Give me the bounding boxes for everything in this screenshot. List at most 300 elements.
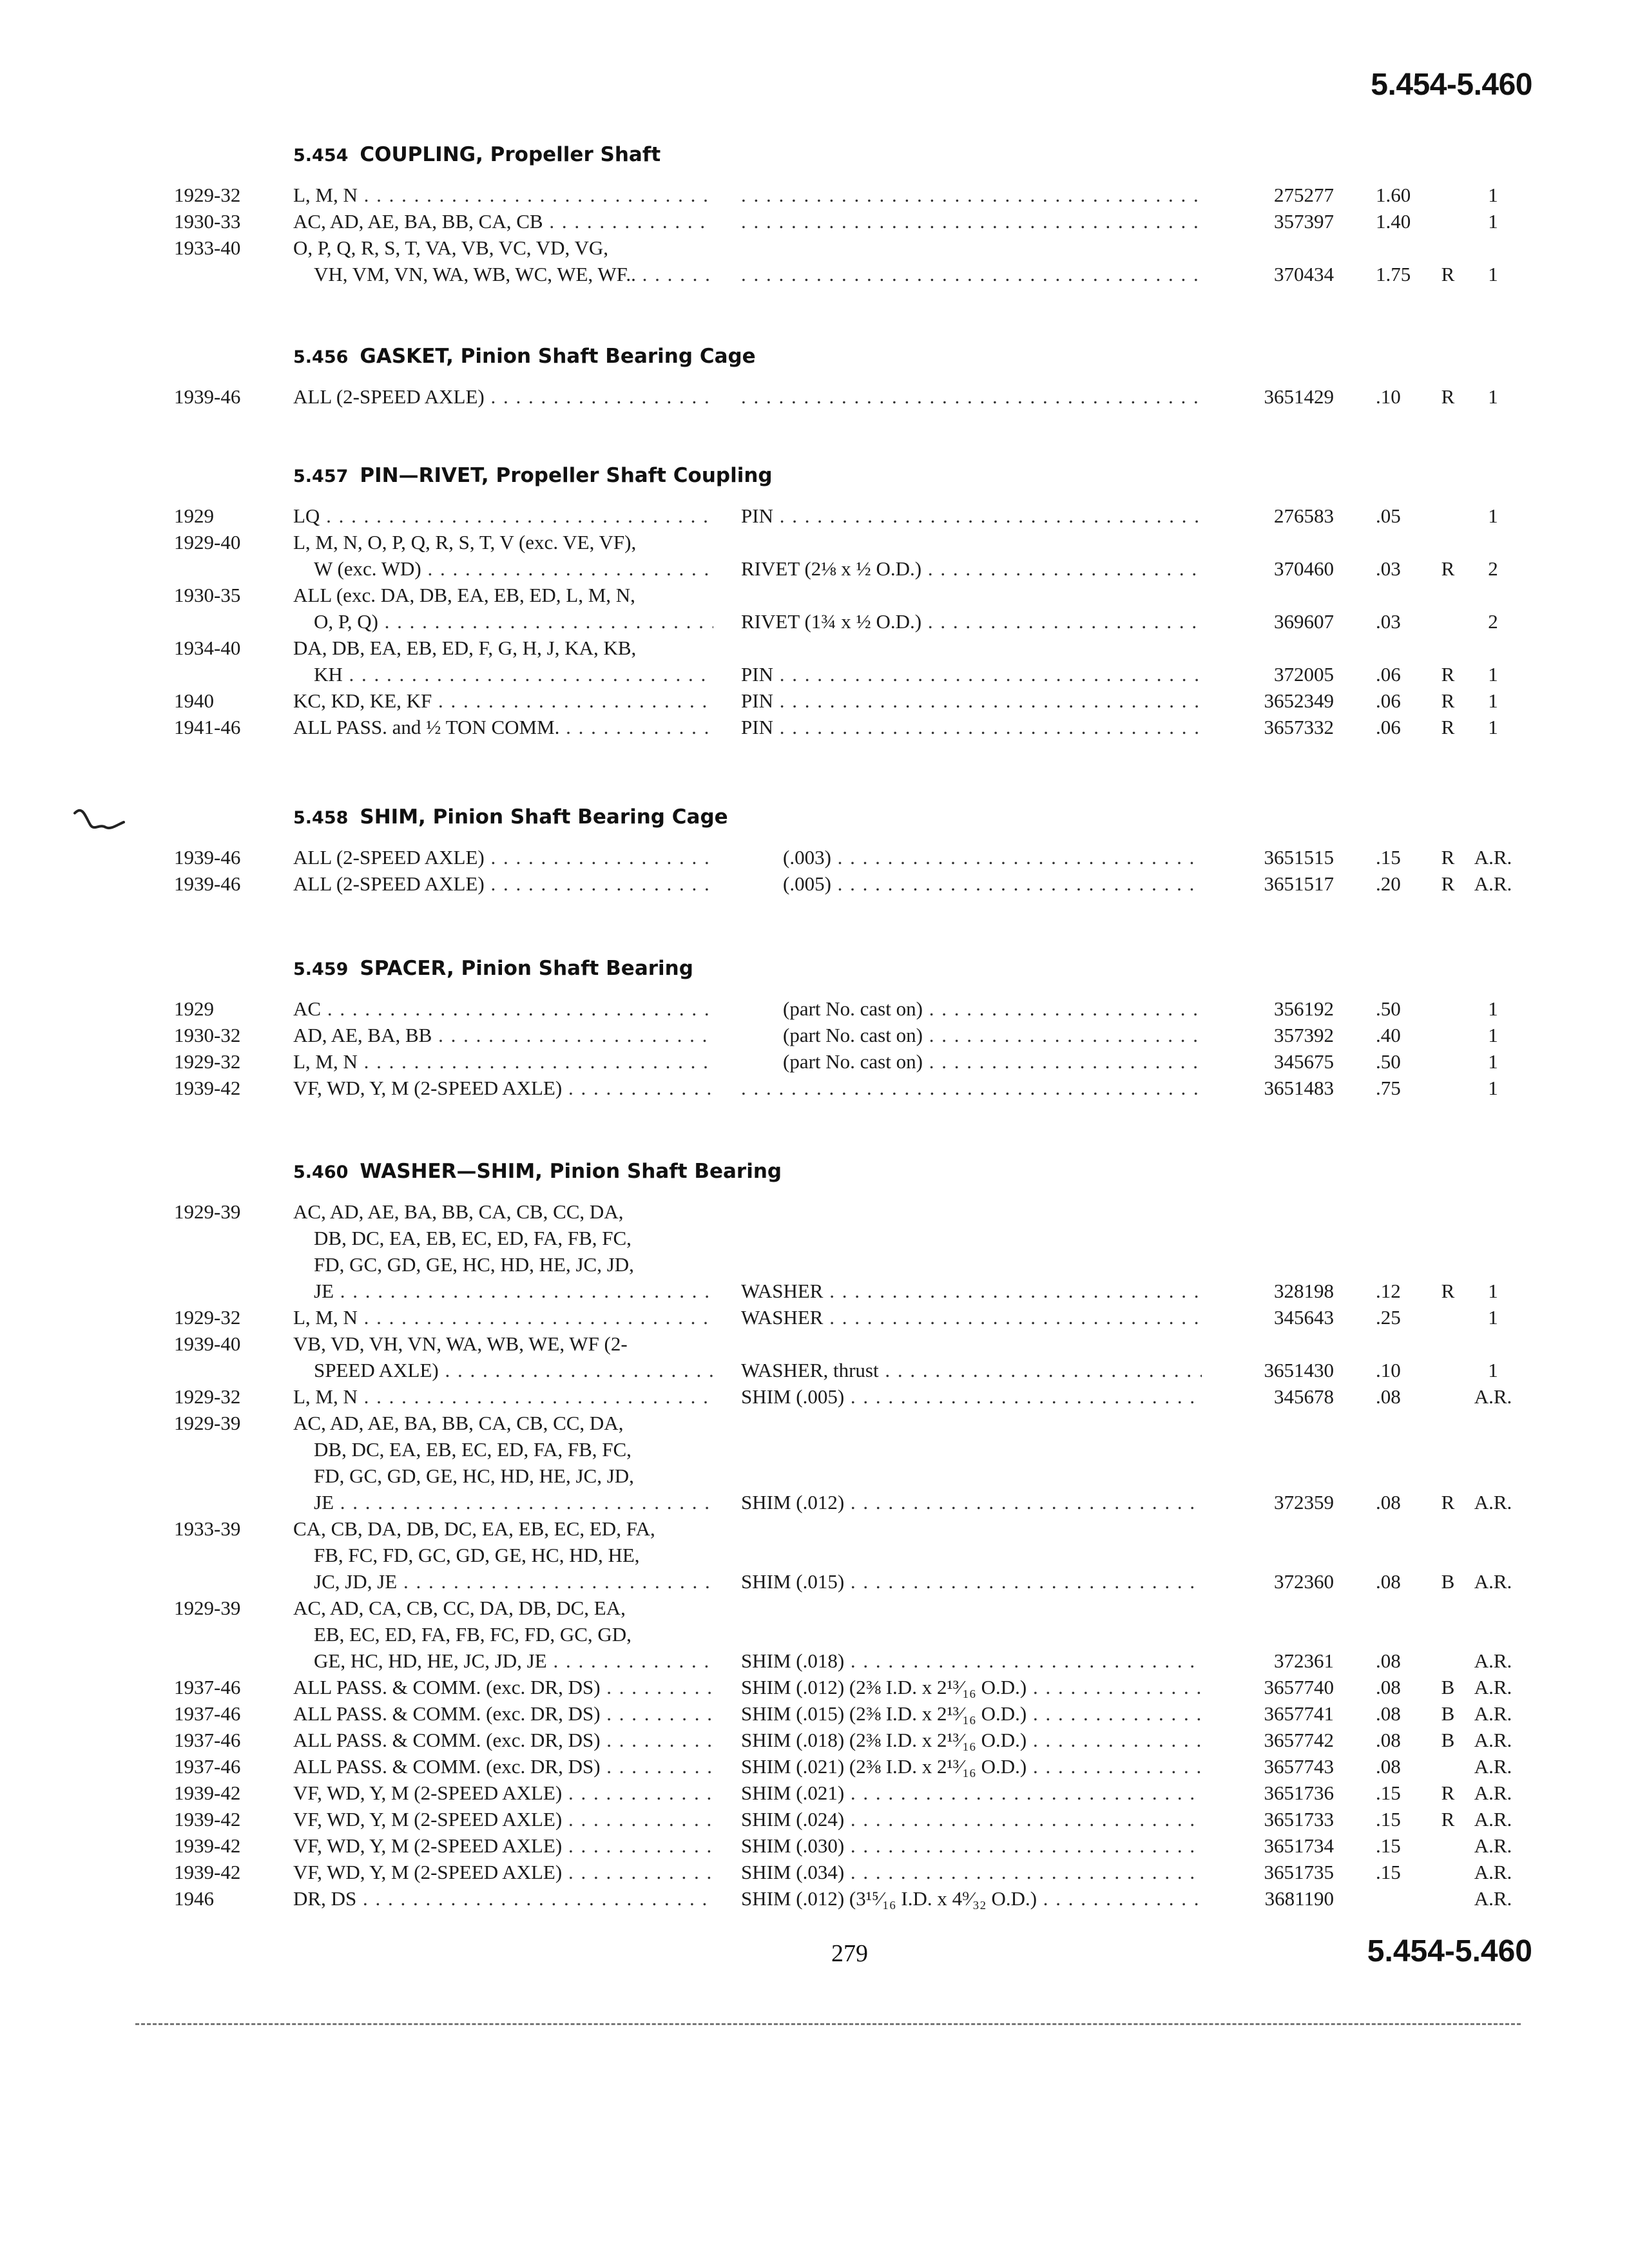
price-cell: .75 (1376, 1077, 1401, 1099)
year-cell: 1930-35 (174, 584, 241, 606)
model-line: JE . . . (293, 1278, 713, 1304)
part-number-cell: 3651515 (1264, 846, 1334, 869)
part-row (0, 582, 1629, 635)
year-cell: 1934-40 (174, 637, 241, 659)
page-number: 279 (831, 1940, 868, 1967)
part-row (0, 1832, 1629, 1859)
model-cell (293, 635, 713, 687)
remark-cell: R (1441, 689, 1455, 712)
model-line: LQ . . . (293, 503, 713, 529)
description-cell (741, 208, 1202, 235)
remark-cell: R (1441, 846, 1455, 869)
model-line: AC, AD, CA, CB, CC, DA, DB, DC, EA, (293, 1597, 626, 1619)
model-line: W (exc. WD) . . . (293, 555, 713, 582)
price-cell: .10 (1376, 385, 1401, 408)
model-line: L, M, N . . . (293, 1383, 713, 1410)
model-line: AD, AE, BA, BB . . . (293, 1022, 713, 1048)
part-number-cell: 357397 (1274, 210, 1334, 233)
model-cell (293, 1727, 713, 1753)
model-line: SPEED AXLE) . . . (293, 1357, 713, 1383)
part-number-cell: 345678 (1274, 1385, 1334, 1408)
section-name: GASKET, (360, 345, 454, 368)
part-number-cell: 369607 (1274, 610, 1334, 633)
price-cell: .06 (1376, 716, 1401, 738)
section-number: 5.456 (293, 347, 349, 367)
part-row (0, 1198, 1629, 1304)
section-name: SHIM, (360, 805, 426, 829)
part-row (0, 1806, 1629, 1832)
year-cell: 1929-32 (174, 1050, 241, 1073)
year-cell: 1939-42 (174, 1782, 241, 1804)
section-number: 5.458 (293, 808, 349, 828)
description-cell: SHIM (.012) (3¹⁵⁄₁₆ I.D. x 4⁹⁄₃₂ O.D.) . . . (741, 1885, 1202, 1912)
part-number-cell: 3651430 (1264, 1359, 1334, 1381)
description-cell: SHIM (.018) (2⅜ I.D. x 2¹³⁄₁₆ O.D.) . . . (741, 1727, 1202, 1753)
model-line: ALL PASS. & COMM. (exc. DR, DS) . . . (293, 1674, 713, 1700)
model-line: VH, VM, VN, WA, WB, WC, WE, WF.. . . . (293, 261, 713, 287)
year-cell: 1930-33 (174, 210, 241, 233)
model-line: O, P, Q, R, S, T, VA, VB, VC, VD, VG, (293, 236, 608, 259)
model-cell (293, 582, 713, 635)
part-number-cell: 3652349 (1264, 689, 1334, 712)
section-description: Pinion Shaft Bearing (461, 957, 693, 980)
year-cell: 1929 (174, 505, 214, 527)
price-cell: .06 (1376, 689, 1401, 712)
model-cell (293, 1753, 713, 1780)
section-title (293, 345, 756, 368)
section-number: 5.457 (293, 466, 349, 486)
part-number-cell: 3651733 (1264, 1808, 1334, 1831)
model-line: ALL (2-SPEED AXLE) . . . (293, 383, 713, 410)
description-cell: SHIM (.012) (2⅜ I.D. x 2¹³⁄₁₆ O.D.) . . . (741, 1674, 1202, 1700)
model-line: VB, VD, VH, VN, WA, WB, WE, WF (2- (293, 1332, 628, 1355)
section-title (293, 957, 693, 980)
quantity-cell: A.R. (1474, 1570, 1512, 1593)
section-title (293, 143, 660, 166)
year-cell: 1930-32 (174, 1024, 241, 1046)
model-line: EB, EC, ED, FA, FB, FC, FD, GC, GD, (314, 1623, 631, 1646)
model-cell (293, 1515, 713, 1595)
remark-cell: R (1441, 1491, 1455, 1514)
section-title (293, 1160, 782, 1183)
model-line: ALL PASS. & COMM. (exc. DR, DS) . . . (293, 1727, 713, 1753)
model-cell (293, 235, 713, 287)
section-rows (0, 995, 1629, 1101)
quantity-cell: 1 (1488, 1359, 1498, 1381)
page-header-code: 5.454-5.460 (1371, 68, 1532, 102)
year-cell: 1929 (174, 997, 214, 1020)
part-row (0, 1331, 1629, 1383)
part-row (0, 1780, 1629, 1806)
quantity-cell: A.R. (1474, 1676, 1512, 1698)
model-line: GE, HC, HD, HE, JC, JD, JE . . . (293, 1648, 713, 1674)
description-cell: (.003) . . . (783, 844, 1202, 870)
quantity-cell: A.R. (1474, 1782, 1512, 1804)
model-line: ALL (exc. DA, DB, EA, EB, ED, L, M, N, (293, 584, 635, 606)
price-cell: .08 (1376, 1729, 1401, 1751)
price-cell: 1.40 (1376, 210, 1411, 233)
year-cell: 1939-46 (174, 846, 241, 869)
section-rows (0, 503, 1629, 740)
year-cell: 1929-32 (174, 1385, 241, 1408)
description-cell: SHIM (.005) . . . (741, 1383, 1202, 1410)
part-row (0, 1674, 1629, 1700)
section-name: WASHER—SHIM, (360, 1160, 543, 1183)
quantity-cell: 1 (1488, 385, 1498, 408)
part-row (0, 844, 1629, 870)
model-line: AC, AD, AE, BA, BB, CA, CB . . . (293, 208, 713, 235)
model-cell (293, 1806, 713, 1832)
description-cell: SHIM (.021) (2⅜ I.D. x 2¹³⁄₁₆ O.D.) . . . (741, 1753, 1202, 1780)
part-row (0, 1727, 1629, 1753)
description-cell (741, 182, 1202, 208)
part-number-cell: 357392 (1274, 1024, 1334, 1046)
description-cell: PIN . . . (741, 714, 1202, 740)
year-cell: 1937-46 (174, 1676, 241, 1698)
description-cell: SHIM (.024) . . . (741, 1806, 1202, 1832)
model-line: L, M, N, O, P, Q, R, S, T, V (exc. VE, VF), (293, 531, 637, 553)
price-cell: .25 (1376, 1306, 1401, 1329)
model-cell (293, 1885, 713, 1912)
section-title (293, 464, 773, 487)
model-line: L, M, N . . . (293, 182, 713, 208)
part-row (0, 1383, 1629, 1410)
section-description: Pinion Shaft Bearing Cage (432, 805, 728, 829)
part-number-cell: 3657743 (1264, 1755, 1334, 1778)
description-cell: (part No. cast on) . . . (783, 995, 1202, 1022)
remark-cell: R (1441, 1808, 1455, 1831)
price-cell: 1.75 (1376, 263, 1411, 285)
model-line: DR, DS . . . (293, 1885, 713, 1912)
description-cell: (part No. cast on) . . . (783, 1048, 1202, 1075)
price-cell: .15 (1376, 1782, 1401, 1804)
part-row (0, 714, 1629, 740)
part-row (0, 1410, 1629, 1515)
year-cell: 1939-42 (174, 1834, 241, 1857)
part-number-cell: 345643 (1274, 1306, 1334, 1329)
price-cell: .15 (1376, 1834, 1401, 1857)
section-rows (0, 1198, 1629, 1912)
quantity-cell: A.R. (1474, 1887, 1512, 1910)
description-cell: WASHER . . . (741, 1278, 1202, 1304)
model-line: VF, WD, Y, M (2-SPEED AXLE) . . . (293, 1859, 713, 1885)
year-cell: 1937-46 (174, 1755, 241, 1778)
quantity-cell: 1 (1488, 263, 1498, 285)
remark-cell: B (1441, 1676, 1455, 1698)
part-row (0, 208, 1629, 235)
model-cell (293, 1780, 713, 1806)
model-line: DB, DC, EA, EB, EC, ED, FA, FB, FC, (314, 1438, 631, 1461)
part-number-cell: 372359 (1274, 1491, 1334, 1514)
part-row (0, 1022, 1629, 1048)
part-row (0, 1048, 1629, 1075)
model-line: FD, GC, GD, GE, HC, HD, HE, JC, JD, (314, 1253, 634, 1276)
price-cell: .05 (1376, 505, 1401, 527)
year-cell: 1933-39 (174, 1517, 241, 1540)
section-rows (0, 383, 1629, 410)
quantity-cell: 1 (1488, 689, 1498, 712)
quantity-cell: 1 (1488, 1077, 1498, 1099)
section-description: Propeller Shaft (490, 143, 661, 166)
part-row (0, 1859, 1629, 1885)
part-row (0, 529, 1629, 582)
model-line: VF, WD, Y, M (2-SPEED AXLE) . . . (293, 1780, 713, 1806)
model-line: JC, JD, JE . . . (293, 1568, 713, 1595)
price-cell: .15 (1376, 846, 1401, 869)
part-number-cell: 3651429 (1264, 385, 1334, 408)
quantity-cell: 1 (1488, 716, 1498, 738)
quantity-cell: 1 (1488, 184, 1498, 206)
price-cell: .06 (1376, 663, 1401, 686)
model-cell (293, 503, 713, 529)
model-cell (293, 208, 713, 235)
part-number-cell: 372361 (1274, 1649, 1334, 1672)
model-cell (293, 714, 713, 740)
model-cell (293, 1595, 713, 1674)
quantity-cell: 1 (1488, 1280, 1498, 1302)
part-number-cell: 3651517 (1264, 872, 1334, 895)
quantity-cell: A.R. (1474, 1729, 1512, 1751)
model-line: FB, FC, FD, GC, GD, GE, HC, HD, HE, (314, 1544, 640, 1566)
model-line: AC, AD, AE, BA, BB, CA, CB, CC, DA, (293, 1412, 624, 1434)
model-cell (293, 1859, 713, 1885)
part-number-cell: 356192 (1274, 997, 1334, 1020)
quantity-cell: 2 (1488, 557, 1498, 580)
remark-cell: R (1441, 1782, 1455, 1804)
description-cell: WASHER . . . (741, 1304, 1202, 1331)
model-line: L, M, N . . . (293, 1304, 713, 1331)
model-cell (293, 182, 713, 208)
description-cell: (part No. cast on) . . . (783, 1022, 1202, 1048)
description-cell (741, 261, 1202, 287)
year-cell: 1941-46 (174, 716, 241, 738)
model-line: ALL (2-SPEED AXLE) . . . (293, 844, 713, 870)
year-cell: 1937-46 (174, 1702, 241, 1725)
part-row (0, 687, 1629, 714)
description-cell: SHIM (.021) . . . (741, 1780, 1202, 1806)
description-cell: RIVET (1¾ x ½ O.D.) . . . (741, 608, 1202, 635)
part-row (0, 1595, 1629, 1674)
description-cell: SHIM (.012) . . . (741, 1489, 1202, 1515)
model-cell (293, 1198, 713, 1304)
model-cell (293, 383, 713, 410)
model-line: JE . . . (293, 1489, 713, 1515)
model-line: ALL PASS. & COMM. (exc. DR, DS) . . . (293, 1753, 713, 1780)
model-cell (293, 1410, 713, 1515)
section-description: Pinion Shaft Bearing (549, 1160, 782, 1183)
price-cell: .20 (1376, 872, 1401, 895)
model-cell (293, 1832, 713, 1859)
section-rows (0, 844, 1629, 897)
price-cell: .08 (1376, 1491, 1401, 1514)
model-cell (293, 1075, 713, 1101)
year-cell: 1939-46 (174, 385, 241, 408)
quantity-cell: 2 (1488, 610, 1498, 633)
section-rows (0, 182, 1629, 287)
part-number-cell: 345675 (1274, 1050, 1334, 1073)
part-row (0, 995, 1629, 1022)
description-cell (741, 383, 1202, 410)
section-name: COUPLING, (360, 143, 483, 166)
year-cell: 1937-46 (174, 1729, 241, 1751)
part-row (0, 1885, 1629, 1912)
part-row (0, 503, 1629, 529)
model-line: FD, GC, GD, GE, HC, HD, HE, JC, JD, (314, 1465, 634, 1487)
description-cell: PIN . . . (741, 661, 1202, 687)
remark-cell: R (1441, 557, 1455, 580)
part-row (0, 182, 1629, 208)
year-cell: 1929-39 (174, 1200, 241, 1223)
description-cell: SHIM (.015) . . . (741, 1568, 1202, 1595)
quantity-cell: 1 (1488, 505, 1498, 527)
description-cell: SHIM (.018) . . . (741, 1648, 1202, 1674)
model-line: VF, WD, Y, M (2-SPEED AXLE) . . . (293, 1832, 713, 1859)
part-number-cell: 3681190 (1264, 1887, 1334, 1910)
part-number-cell: 328198 (1274, 1280, 1334, 1302)
price-cell: .03 (1376, 610, 1401, 633)
model-cell (293, 844, 713, 870)
price-cell: .15 (1376, 1808, 1401, 1831)
model-cell (293, 995, 713, 1022)
description-cell: SHIM (.015) (2⅜ I.D. x 2¹³⁄₁₆ O.D.) . . . (741, 1700, 1202, 1727)
year-cell: 1929-32 (174, 184, 241, 206)
model-line: CA, CB, DA, DB, DC, EA, EB, EC, ED, FA, (293, 1517, 655, 1540)
part-row (0, 635, 1629, 687)
part-number-cell: 3657740 (1264, 1676, 1334, 1698)
part-number-cell: 3651483 (1264, 1077, 1334, 1099)
model-line: AC, AD, AE, BA, BB, CA, CB, CC, DA, (293, 1200, 624, 1223)
year-cell: 1939-42 (174, 1077, 241, 1099)
description-cell: RIVET (2⅛ x ½ O.D.) . . . (741, 555, 1202, 582)
model-line: VF, WD, Y, M (2-SPEED AXLE) . . . (293, 1075, 713, 1101)
part-row (0, 1304, 1629, 1331)
model-line: ALL PASS. & COMM. (exc. DR, DS) . . . (293, 1700, 713, 1727)
price-cell: .40 (1376, 1024, 1401, 1046)
year-cell: 1940 (174, 689, 214, 712)
model-cell (293, 687, 713, 714)
quantity-cell: 1 (1488, 210, 1498, 233)
part-row (0, 1075, 1629, 1101)
section-title (293, 805, 728, 829)
quantity-cell: 1 (1488, 1024, 1498, 1046)
bottom-rule (135, 2023, 1521, 2025)
part-row (0, 870, 1629, 897)
part-number-cell: 3657332 (1264, 716, 1334, 738)
price-cell: .08 (1376, 1649, 1401, 1672)
part-row (0, 383, 1629, 410)
year-cell: 1939-46 (174, 872, 241, 895)
model-line: KH . . . (293, 661, 713, 687)
description-cell: PIN . . . (741, 503, 1202, 529)
quantity-cell: 1 (1488, 1306, 1498, 1329)
part-number-cell: 3651734 (1264, 1834, 1334, 1857)
part-number-cell: 370460 (1274, 557, 1334, 580)
model-cell (293, 1048, 713, 1075)
section-number: 5.459 (293, 959, 349, 979)
model-cell (293, 870, 713, 897)
year-cell: 1933-40 (174, 236, 241, 259)
year-cell: 1946 (174, 1887, 214, 1910)
part-number-cell: 3657742 (1264, 1729, 1334, 1751)
part-number-cell: 372360 (1274, 1570, 1334, 1593)
part-number-cell: 372005 (1274, 663, 1334, 686)
section-number: 5.454 (293, 146, 349, 166)
model-line: VF, WD, Y, M (2-SPEED AXLE) . . . (293, 1806, 713, 1832)
part-row (0, 235, 1629, 287)
part-number-cell: 275277 (1274, 184, 1334, 206)
price-cell: .10 (1376, 1359, 1401, 1381)
part-number-cell: 3651736 (1264, 1782, 1334, 1804)
quantity-cell: A.R. (1474, 1808, 1512, 1831)
section-number: 5.460 (293, 1162, 349, 1182)
price-cell: .50 (1376, 997, 1401, 1020)
section-name: SPACER, (360, 957, 454, 980)
part-number-cell: 3651735 (1264, 1861, 1334, 1883)
model-cell (293, 1304, 713, 1331)
description-cell: PIN . . . (741, 687, 1202, 714)
year-cell: 1939-42 (174, 1808, 241, 1831)
quantity-cell: 1 (1488, 1050, 1498, 1073)
year-cell: 1929-39 (174, 1597, 241, 1619)
description-cell (741, 1075, 1202, 1101)
description-cell: (.005) . . . (783, 870, 1202, 897)
section-name: PIN—RIVET, (360, 464, 489, 487)
description-cell: SHIM (.030) . . . (741, 1832, 1202, 1859)
model-cell (293, 1700, 713, 1727)
model-cell (293, 1022, 713, 1048)
remark-cell: B (1441, 1729, 1455, 1751)
quantity-cell: A.R. (1474, 1702, 1512, 1725)
remark-cell: B (1441, 1702, 1455, 1725)
price-cell: .15 (1376, 1861, 1401, 1883)
price-cell: .08 (1376, 1570, 1401, 1593)
part-row (0, 1753, 1629, 1780)
model-line: ALL (2-SPEED AXLE) . . . (293, 870, 713, 897)
part-number-cell: 370434 (1274, 263, 1334, 285)
year-cell: 1939-40 (174, 1332, 241, 1355)
pencil-mark (71, 799, 135, 838)
model-line: KC, KD, KE, KF . . . (293, 687, 713, 714)
description-cell: SHIM (.034) . . . (741, 1859, 1202, 1885)
remark-cell: R (1441, 872, 1455, 895)
year-cell: 1929-32 (174, 1306, 241, 1329)
description-cell: WASHER, thrust . . . (741, 1357, 1202, 1383)
price-cell: .03 (1376, 557, 1401, 580)
part-number-cell: 3657741 (1264, 1702, 1334, 1725)
section-description: Propeller Shaft Coupling (496, 464, 773, 487)
quantity-cell: 1 (1488, 997, 1498, 1020)
model-line: ALL PASS. and ½ TON COMM. . . . (293, 714, 713, 740)
quantity-cell: A.R. (1474, 1491, 1512, 1514)
model-line: DB, DC, EA, EB, EC, ED, FA, FB, FC, (314, 1227, 631, 1249)
year-cell: 1929-40 (174, 531, 241, 553)
model-cell (293, 1674, 713, 1700)
quantity-cell: A.R. (1474, 1834, 1512, 1857)
price-cell: .50 (1376, 1050, 1401, 1073)
price-cell: .08 (1376, 1702, 1401, 1725)
model-line: DA, DB, EA, EB, ED, F, G, H, J, KA, KB, (293, 637, 637, 659)
quantity-cell: A.R. (1474, 1649, 1512, 1672)
price-cell: .08 (1376, 1676, 1401, 1698)
remark-cell: R (1441, 263, 1455, 285)
part-number-cell: 276583 (1274, 505, 1334, 527)
price-cell: 1.60 (1376, 184, 1411, 206)
remark-cell: B (1441, 1570, 1455, 1593)
model-line: L, M, N . . . (293, 1048, 713, 1075)
model-line: AC . . . (293, 995, 713, 1022)
part-row (0, 1515, 1629, 1595)
model-cell (293, 1331, 713, 1383)
